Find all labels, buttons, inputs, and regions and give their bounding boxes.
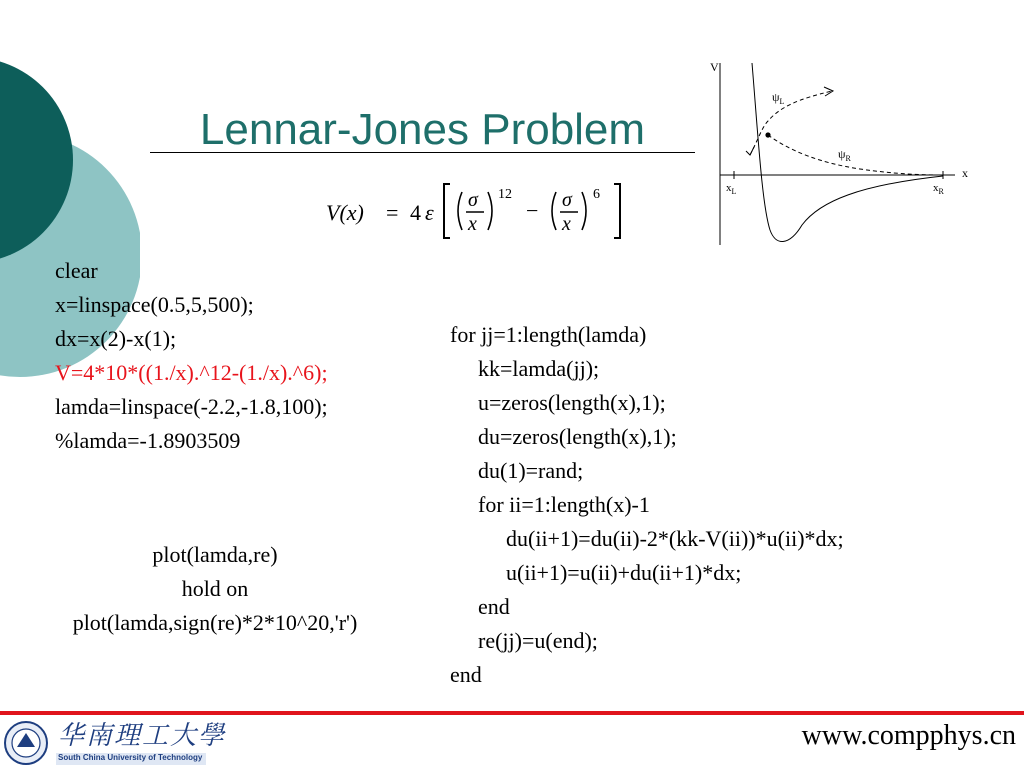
fraction-2-numerator: σ — [562, 189, 572, 211]
paren-1-left — [458, 192, 462, 230]
formula-coef: 4 — [410, 200, 421, 225]
code-line: du(ii+1)=du(ii)-2*(kk-V(ii))*u(ii)*dx; — [506, 526, 844, 551]
title-underline — [150, 152, 695, 153]
setup-code-block — [55, 254, 328, 458]
code-line: kk=lamda(jj); — [478, 356, 600, 381]
fraction-2-denominator: x — [562, 213, 571, 235]
formula-lhs: V(x) — [326, 200, 364, 225]
code-line: clear — [55, 258, 98, 283]
xr-label: $x_R$ — [933, 182, 944, 196]
slide-title: Lennar-Jones Problem — [199, 105, 646, 154]
xl-label: $x_L$ — [726, 182, 737, 196]
code-line: end — [450, 662, 482, 687]
formula-epsilon: ε — [425, 200, 434, 225]
plot-code-block — [20, 538, 410, 640]
code-line-comment: %lamda=-1.8903509 — [55, 428, 241, 453]
code-line: u=zeros(length(x),1); — [478, 390, 666, 415]
code-line: for jj=1:length(lamda) — [450, 322, 647, 347]
potential-curve — [752, 63, 943, 241]
code-line: re(jj)=u(end); — [478, 628, 598, 653]
psi-right-curve — [768, 135, 943, 175]
lj-potential-formula — [322, 178, 632, 244]
paren-2-right — [582, 192, 586, 230]
x-axis-label: x — [962, 166, 968, 180]
code-line: end — [478, 594, 510, 619]
website-link[interactable]: www.compphys.cn — [801, 720, 1016, 751]
code-line: lamda=linspace(-2.2,-1.8,100); — [55, 394, 328, 419]
code-line-potential: V=4*10*((1./x).^12-(1./x).^6); — [55, 360, 328, 385]
paren-2-left — [552, 192, 556, 230]
code-line: dx=x(2)-x(1); — [55, 326, 177, 351]
psi-left-label: $\psi_L$ — [772, 90, 785, 106]
matching-point — [765, 132, 770, 137]
code-line: hold on — [181, 576, 249, 601]
potential-wavefunction-diagram — [700, 55, 980, 250]
paren-1-right — [488, 192, 492, 230]
code-line: for ii=1:length(x)-1 — [478, 492, 650, 517]
university-name-en: South China University of Technology — [58, 753, 203, 762]
fraction-1-denominator: x — [468, 213, 477, 235]
psi-left-curve — [750, 91, 832, 155]
exponent-12: 12 — [498, 187, 512, 202]
loop-code-block — [450, 318, 844, 692]
v-axis-label: V — [710, 60, 719, 74]
footer-divider — [0, 711, 1024, 715]
outer-left-bracket — [444, 184, 450, 238]
code-line: plot(lamda,re) — [152, 542, 278, 567]
university-name-cn: 华南理工大學 — [58, 721, 227, 751]
code-line: du(1)=rand; — [478, 458, 584, 483]
formula-equals: = — [386, 200, 399, 225]
formula-minus: − — [526, 198, 539, 223]
fraction-1-numerator: σ — [468, 189, 478, 211]
exponent-6: 6 — [593, 187, 600, 202]
outer-right-bracket — [614, 184, 620, 238]
psi-left-tail-arrow — [746, 147, 754, 155]
code-line: plot(lamda,sign(re)*2*10^20,'r') — [72, 610, 358, 635]
code-line: u(ii+1)=u(ii)+du(ii+1)*dx; — [506, 560, 742, 585]
code-line: x=linspace(0.5,5,500); — [55, 292, 254, 317]
code-line: du=zeros(length(x),1); — [478, 424, 677, 449]
psi-right-label: $\psi_R$ — [838, 147, 851, 163]
